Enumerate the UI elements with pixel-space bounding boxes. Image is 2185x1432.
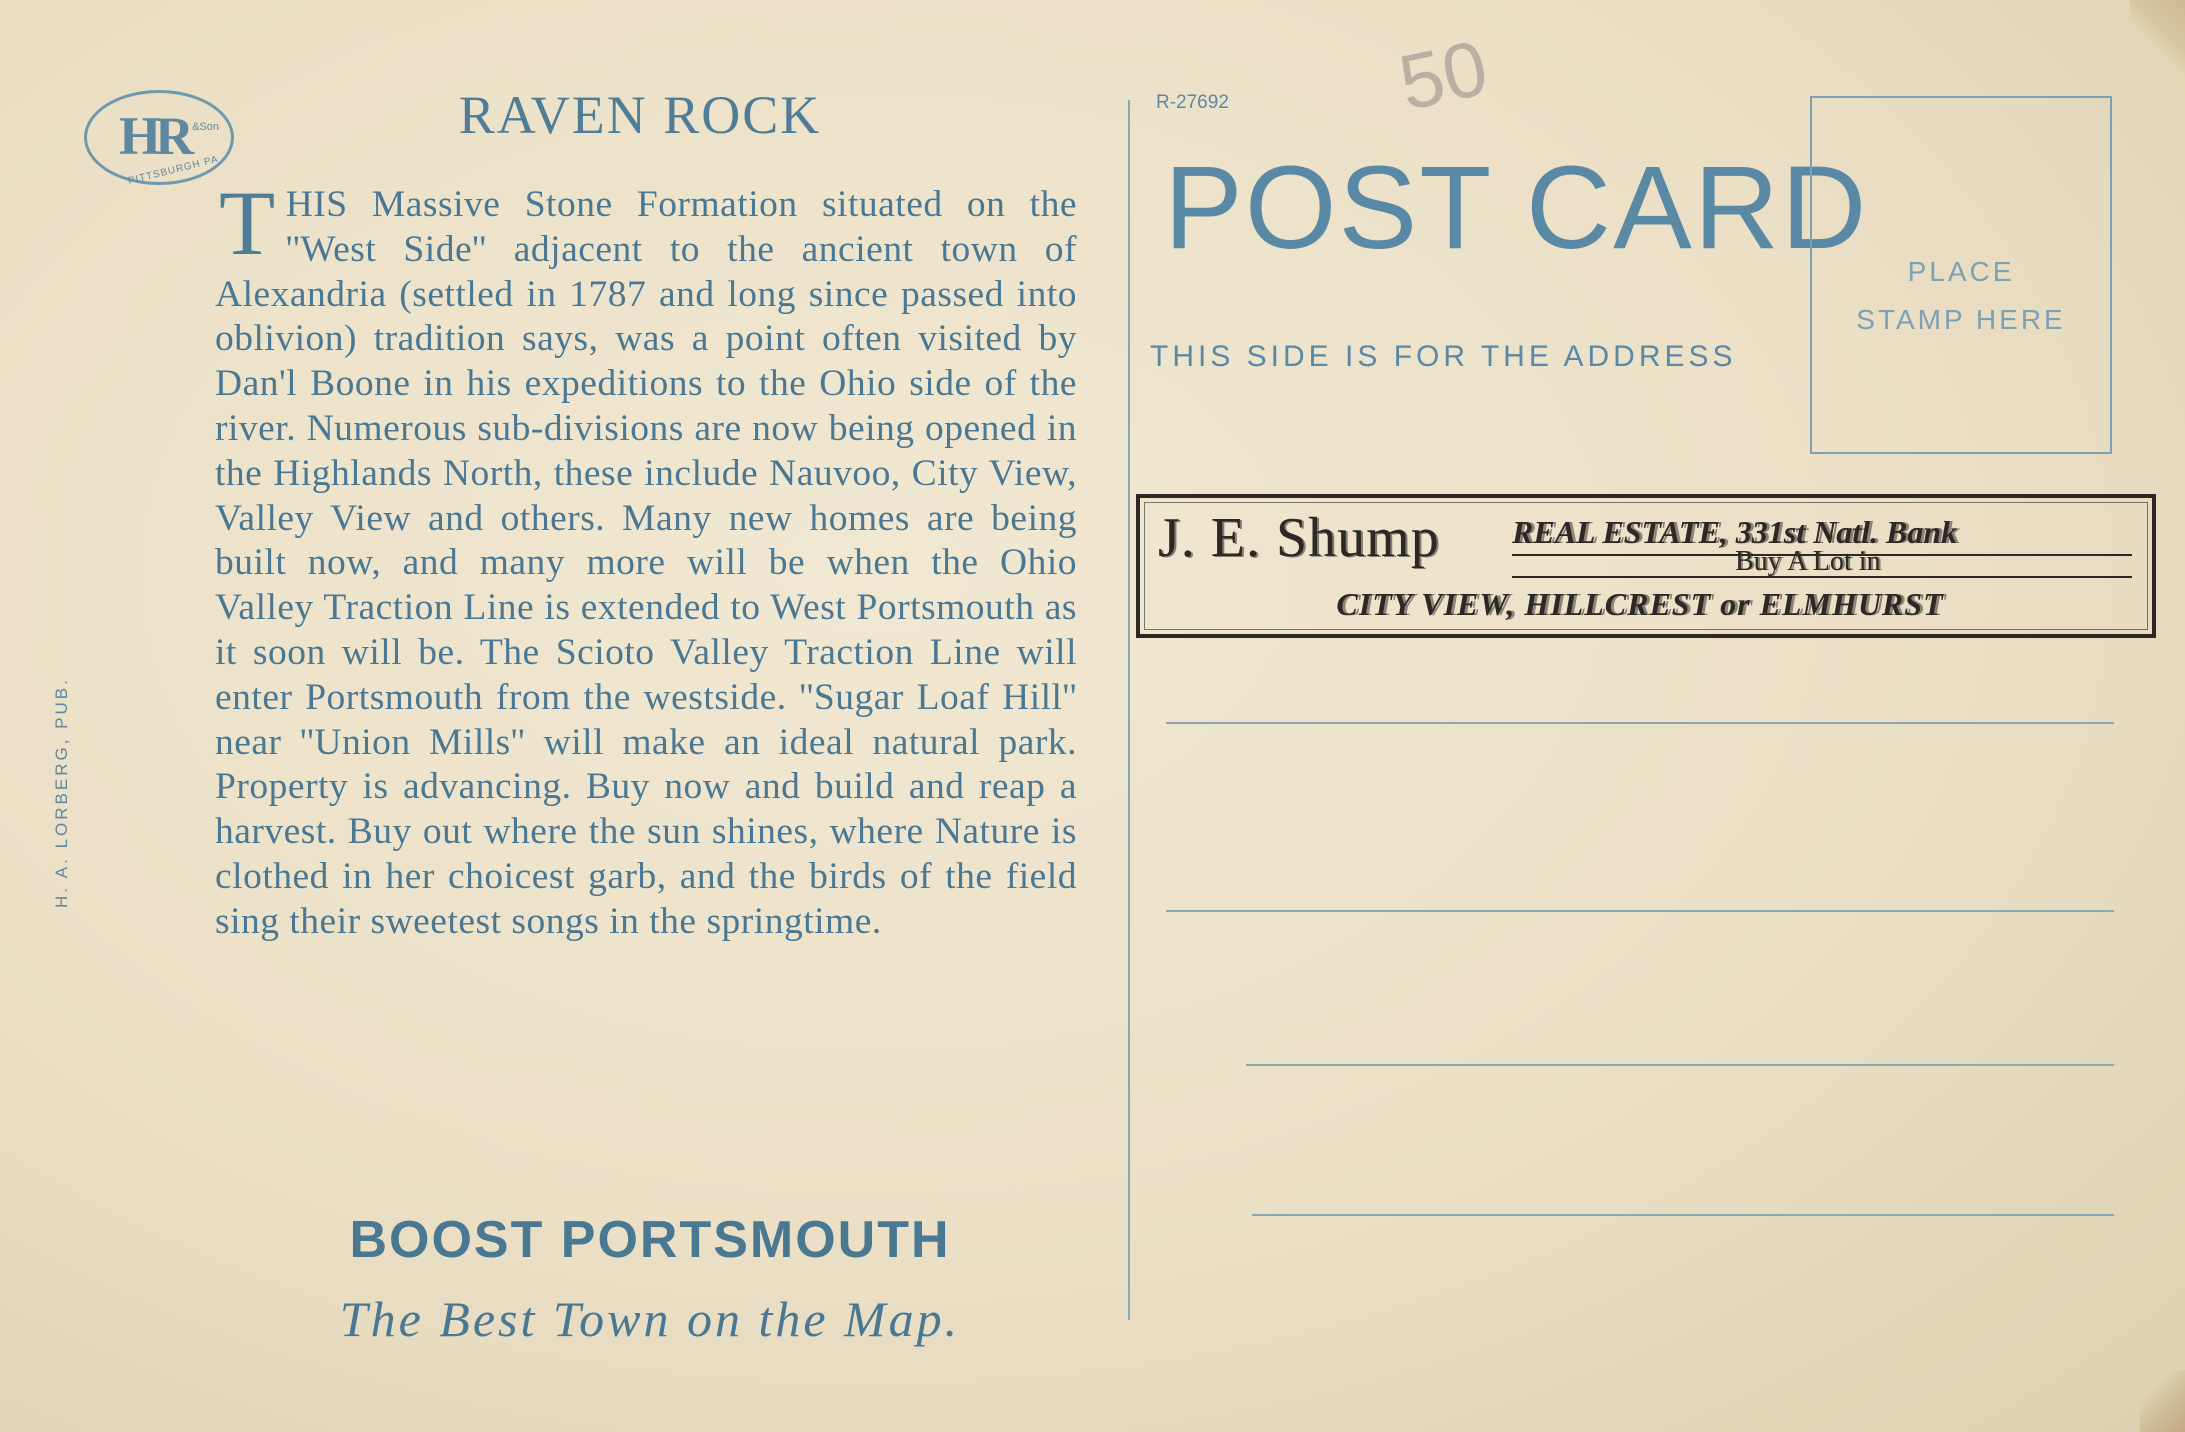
worn-corner bbox=[2140, 1370, 2185, 1432]
card-title: RAVEN ROCK bbox=[458, 85, 822, 145]
stamp-line-2: STAMP HERE bbox=[1856, 304, 2066, 335]
address-line bbox=[1246, 1064, 2114, 1066]
worn-corner bbox=[2130, 0, 2185, 80]
stamp-instructions bbox=[1812, 248, 2110, 344]
address-line bbox=[1252, 1214, 2114, 1216]
logo-city: PITTSBURGH PA bbox=[127, 153, 220, 188]
pencil-price-note: 50 bbox=[1391, 22, 1495, 128]
serial-number: R-27692 bbox=[1156, 92, 1229, 113]
logo-monogram: HR bbox=[119, 106, 188, 166]
description-text bbox=[215, 172, 1077, 945]
postcard-heading: POST CARD bbox=[1164, 142, 1869, 274]
stamp-firm: REAL ESTATE, 331st Natl. Bank bbox=[1512, 514, 1958, 550]
logo-suffix: &Son bbox=[192, 121, 219, 133]
address-line bbox=[1166, 910, 2114, 912]
slogan-heading: BOOST PORTSMOUTH bbox=[349, 1211, 951, 1269]
stamp-line-1: PLACE bbox=[1907, 256, 2015, 287]
drop-cap: T bbox=[219, 172, 276, 274]
publisher-credit: H. A. LORBERG, PUB. bbox=[52, 677, 71, 908]
publisher-logo bbox=[84, 90, 234, 188]
real-estate-rubber-stamp bbox=[1136, 494, 2156, 638]
stamp-areas: CITY VIEW, HILLCREST or ELMHURST bbox=[1336, 586, 1944, 622]
address-side-note: THIS SIDE IS FOR THE ADDRESS bbox=[1150, 340, 1737, 373]
stamp-rule-lines bbox=[1512, 554, 2132, 578]
address-line bbox=[1166, 722, 2114, 724]
stamp-buy-text: Buy A Lot in bbox=[1735, 546, 1881, 577]
slogan-tagline: The Best Town on the Map. bbox=[339, 1291, 961, 1347]
stamp-placement-box bbox=[1810, 96, 2112, 454]
description-body: HIS Massive Stone Formation situated on the ''West Side'' adjacent to the ancient town of Alexandria (settled in 1787 and long since passed into oblivion) tradition says, was a point often visited by Dan'l Boone in his expeditions to the Ohio side of the river. Numerous sub-divisions are now being opened in the Highlands North, these include Nauvoo, City View, Valley View and others. Many new homes are being built now, and many more will be when the Ohio Valley Traction Line is extended to West Portsmouth as it soon will be. The Scioto Valley Traction Line will enter Portsmouth from the westside. ''Sugar Loaf Hill'' near ''Union Mills'' will make an ideal natural park. Property is advancing. Buy now and build and reap a harvest. Buy out where the sun shines, where Nature is clothed in her choicest garb, and the birds of the field sing their sweetest songs in the springtime. bbox=[215, 184, 1077, 942]
stamp-agent-name: J. E. Shump bbox=[1158, 507, 1440, 569]
center-divider bbox=[1128, 100, 1130, 1320]
